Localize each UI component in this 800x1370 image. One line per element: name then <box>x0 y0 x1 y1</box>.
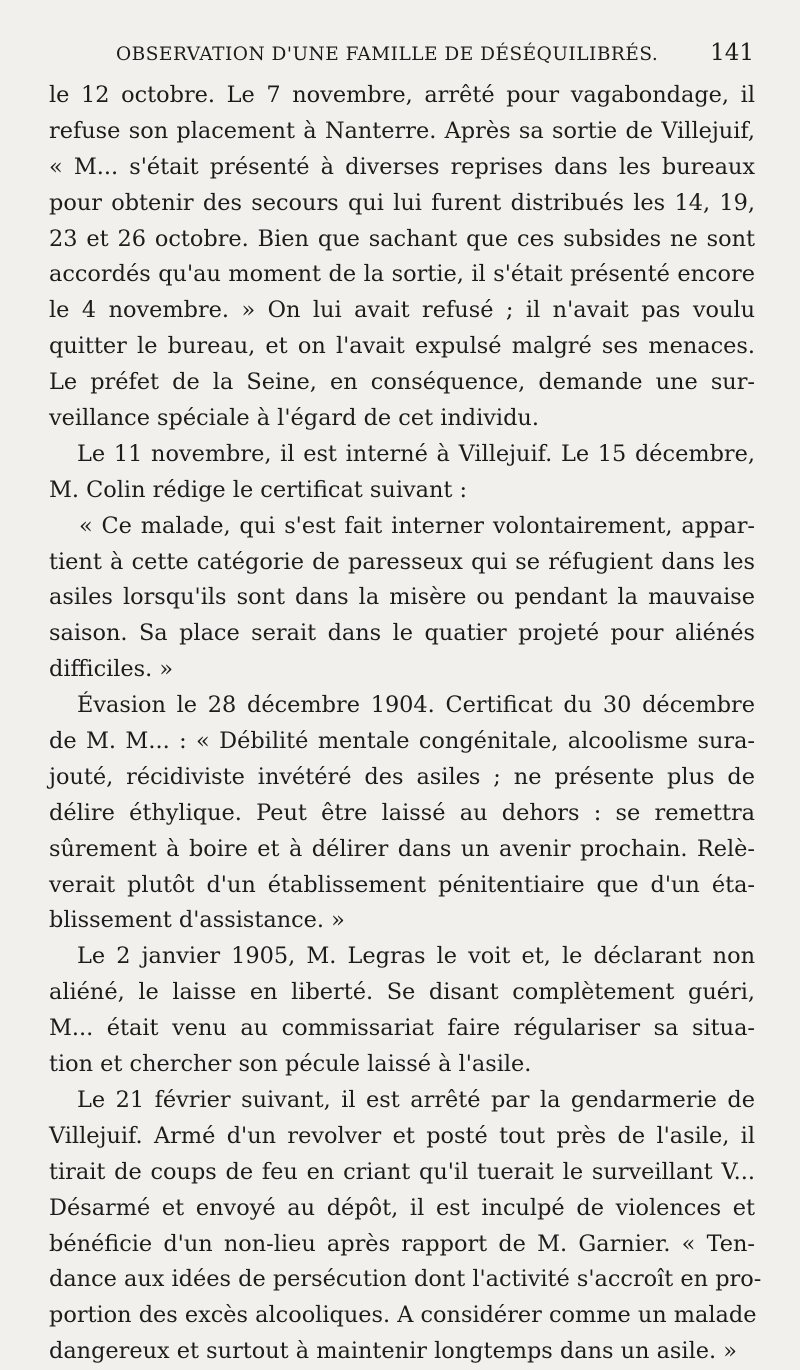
text-line: tirait de coups de feu en criant qu'il tuerait le surveillant V... <box>49 1158 755 1185</box>
text-line: 23 et 26 octobre. Bien que sachant que ces subsides ne sont <box>49 225 755 252</box>
text-line: Le 21 février suivant, il est arrêté par la gendarmerie de <box>77 1086 755 1113</box>
text-line: accordés qu'au moment de la sortie, il s'était présenté encore <box>49 261 755 288</box>
text-line: refuse son placement à Nanterre. Après sa sortie de Villejuif, <box>49 117 755 144</box>
text-line: verait plutôt d'un établissement pénitentiaire que d'un éta- <box>49 871 755 898</box>
text-line: dangereux et surtout à maintenir longtemps dans un asile. » <box>49 1338 737 1365</box>
text-line: saison. Sa place serait dans le quatier projeté pour aliénés <box>49 620 755 647</box>
text-line: portion des excès alcooliques. A considérer comme un malade <box>49 1302 757 1329</box>
text-line: tient à cette catégorie de paresseux qui se réfugient dans les <box>49 548 755 575</box>
text-line: Le 2 janvier 1905, M. Legras le voit et, le déclarant non <box>77 943 755 970</box>
text-line: Évasion le 28 décembre 1904. Certificat du 30 décembre <box>77 692 755 719</box>
text-line: délire éthylique. Peut être laissé au dehors : se remettra <box>49 799 755 826</box>
text-line: Désarmé et envoyé au dépôt, il est inculpé de violences et <box>49 1194 755 1221</box>
text-line: aliéné, le laisse en liberté. Se disant complètement guéri, <box>49 979 755 1006</box>
body-text <box>49 78 762 1370</box>
text-line: le 4 novembre. » On lui avait refusé ; il n'avait pas voulu <box>49 297 755 324</box>
text-line: blissement d'assistance. » <box>49 907 345 934</box>
text-line: pour obtenir des secours qui lui furent distribués les 14, 19, <box>49 189 755 216</box>
text-line: sûrement à boire et à délirer dans un avenir prochain. Relè- <box>49 835 755 862</box>
text-line: M. Colin rédige le certificat suivant : <box>49 476 468 503</box>
text-line: Villejuif. Armé d'un revolver et posté tout près de l'asile, il <box>49 1122 755 1149</box>
text-line: asiles lorsqu'ils sont dans la misère ou pendant la mauvaise <box>49 584 755 611</box>
text-line: tion et chercher son pécule laissé à l'asile. <box>49 1051 532 1078</box>
text-line: Le 11 novembre, il est interné à Villejuif. Le 15 décembre, <box>77 440 755 467</box>
text-line: veillance spéciale à l'égard de cet individu. <box>49 405 539 432</box>
text-line: dance aux idées de persécution dont l'activité s'accroît en pro- <box>49 1266 762 1293</box>
running-head <box>50 38 756 72</box>
text-line: de M. M... : « Débilité mentale congénitale, alcoolisme sura- <box>49 728 755 755</box>
text-line: bénéficie d'un non-lieu après rapport de M. Garnier. « Ten- <box>49 1230 755 1257</box>
text-line: difficiles. » <box>49 656 174 683</box>
text-line: le 12 octobre. Le 7 novembre, arrêté pour vagabondage, il <box>49 82 755 108</box>
text-line: « Ce malade, qui s'est fait interner volontairement, appar- <box>79 512 755 539</box>
text-line: Le préfet de la Seine, en conséquence, demande une sur- <box>49 369 755 396</box>
running-head-title: OBSERVATION D'UNE FAMILLE DE DÉSÉQUILIBRÉS. <box>116 44 659 65</box>
text-line: M... était venu au commissariat faire régulariser sa situa- <box>49 1015 755 1042</box>
text-line: quitter le bureau, et on l'avait expulsé malgré ses menaces. <box>49 333 755 360</box>
text-line: « M... s'était présenté à diverses reprises dans les bureaux <box>49 153 755 180</box>
page-number: 141 <box>710 40 754 66</box>
text-line: jouté, récidiviste invétéré des asiles ; ne présente plus de <box>49 763 755 790</box>
